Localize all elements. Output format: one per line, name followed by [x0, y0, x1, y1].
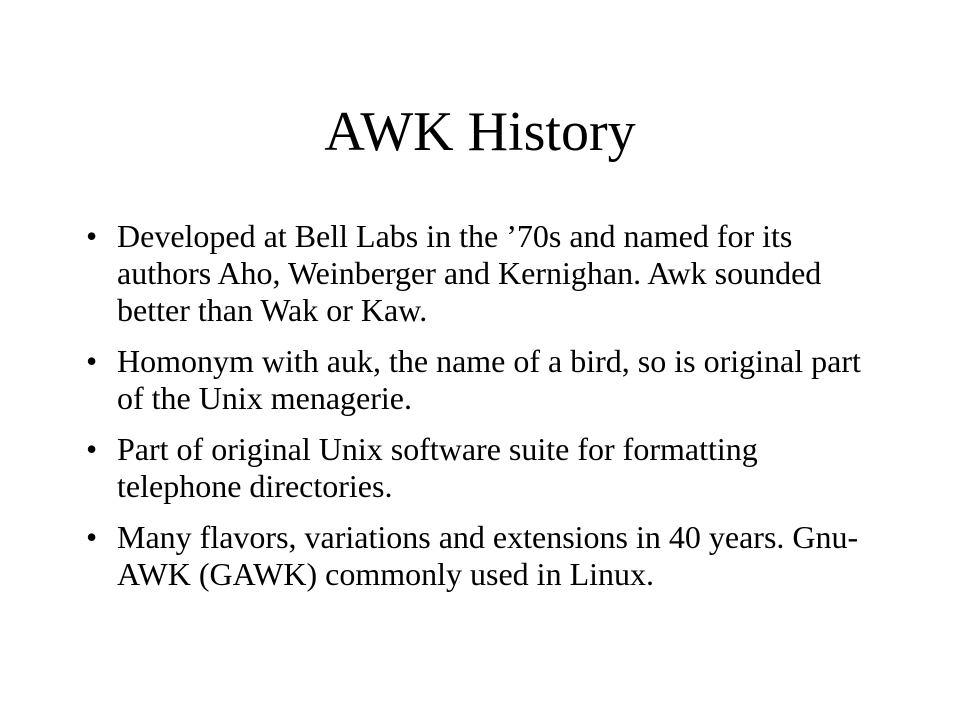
- bullet-icon: •: [86, 218, 98, 254]
- bullet-item: [86, 431, 886, 505]
- bullet-list: [86, 218, 886, 607]
- bullet-item: [86, 218, 886, 329]
- bullet-text: Developed at Bell Labs in the ’70s and named for its authors Aho, Weinberger and Kernighan. Awk sounded better than Wak or Kaw.: [117, 218, 822, 328]
- bullet-text: Many flavors, variations and extensions in 40 years. Gnu-AWK (GAWK) commonly used in Linux.: [117, 519, 859, 592]
- bullet-item: [86, 343, 886, 417]
- bullet-icon: •: [86, 431, 98, 467]
- bullet-icon: •: [86, 519, 98, 555]
- bullet-text: Homonym with auk, the name of a bird, so is original part of the Unix menagerie.: [117, 343, 861, 416]
- bullet-item: [86, 519, 886, 593]
- bullet-icon: •: [86, 343, 98, 379]
- slide-title: AWK History: [324, 101, 636, 163]
- bullet-text: Part of original Unix software suite for formatting telephone directories.: [117, 431, 758, 504]
